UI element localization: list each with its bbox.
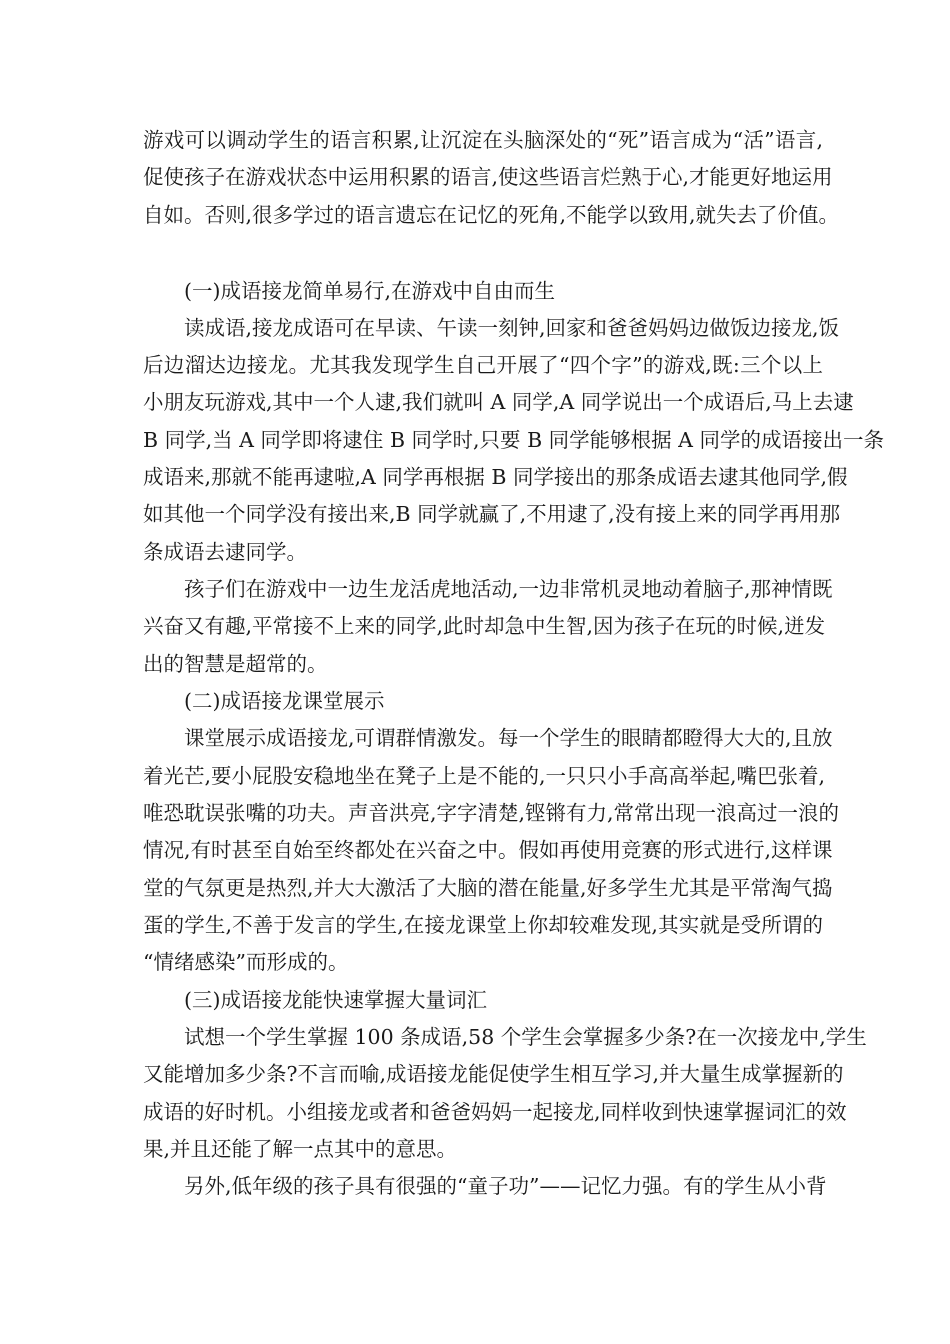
text-line: 促使孩子在游戏状态中运用积累的语言,使这些语言烂熟于心,才能更好地运用 [143,165,833,189]
text-line: 着光芒,要小屁股安稳地坐在凳子上是不能的,一只只小手高高举起,嘴巴张着, [143,764,826,788]
text-line: 后边溜达边接龙。尤其我发现学生自己开展了“四个字”的游戏,既:三个以上 [143,353,823,377]
section-heading: (一)成语接龙简单易行,在游戏中自由而生 [184,279,556,303]
section-heading: (三)成语接龙能快速掌握大量词汇 [184,988,487,1012]
text-line: 成语来,那就不能再逮啦,A 同学再根据 B 同学接出的那条成语去逮其他同学,假 [143,465,848,489]
text-line: 读成语,接龙成语可在早读、午读一刻钟,回家和爸爸妈妈边做饭边接龙,饭 [184,316,840,340]
text-line: “情绪感染”而形成的。 [143,950,349,974]
text-line: 兴奋又有趣,平常接不上来的同学,此时却急中生智,因为孩子在玩的时候,迸发 [143,614,826,638]
text-line: 堂的气氛更是热烈,并大大激活了大脑的潜在能量,好多学生尤其是平常淘气捣 [143,876,833,900]
text-line: 游戏可以调动学生的语言积累,让沉淀在头脑深处的“死”语言成为“活”语言, [143,128,823,152]
text-line: 小朋友玩游戏,其中一个人逮,我们就叫 A 同学,A 同学说出一个成语后,马上去逮 [143,390,854,414]
text-line: 孩子们在游戏中一边生龙活虎地活动,一边非常机灵地动着脑子,那神情既 [184,577,833,601]
section-heading: (二)成语接龙课堂展示 [184,689,385,713]
text-line: 如其他一个同学没有接出来,B 同学就赢了,不用逮了,没有接上来的同学再用那 [143,502,841,526]
text-line: 出的智慧是超常的。 [143,652,328,676]
text-line: B 同学,当 A 同学即将逮住 B 同学时,只要 B 同学能够根据 A 同学的成语接出一条 [143,428,884,452]
text-line: 果,并且还能了解一点其中的意思。 [143,1137,458,1161]
text-line: 又能增加多少条?不言而喻,成语接龙能促使学生相互学习,并大量生成掌握新的 [143,1062,844,1086]
text-line: 情况,有时甚至自始至终都处在兴奋之中。假如再使用竞赛的形式进行,这样课 [143,838,833,862]
text-line: 试想一个学生掌握 100 条成语,58 个学生会掌握多少条?在一次接龙中,学生 [184,1025,867,1049]
text-line: 蛋的学生,不善于发言的学生,在接龙课堂上你却较难发现,其实就是受所谓的 [143,913,823,937]
text-line: 另外,低年级的孩子具有很强的“童子功”——记忆力强。有的学生从小背 [184,1174,827,1198]
text-line: 唯恐耽误张嘴的功夫。声音洪亮,字字清楚,铿锵有力,常常出现一浪高过一浪的 [143,801,840,825]
text-line: 课堂展示成语接龙,可谓群情激发。每一个学生的眼睛都瞪得大大的,且放 [184,726,833,750]
text-line: 条成语去逮同学。 [143,540,307,564]
text-line: 成语的好时机。小组接龙或者和爸爸妈妈一起接龙,同样收到快速掌握词汇的效 [143,1100,847,1124]
text-line: 自如。否则,很多学过的语言遗忘在记忆的死角,不能学以致用,就失去了价值。 [143,203,840,227]
